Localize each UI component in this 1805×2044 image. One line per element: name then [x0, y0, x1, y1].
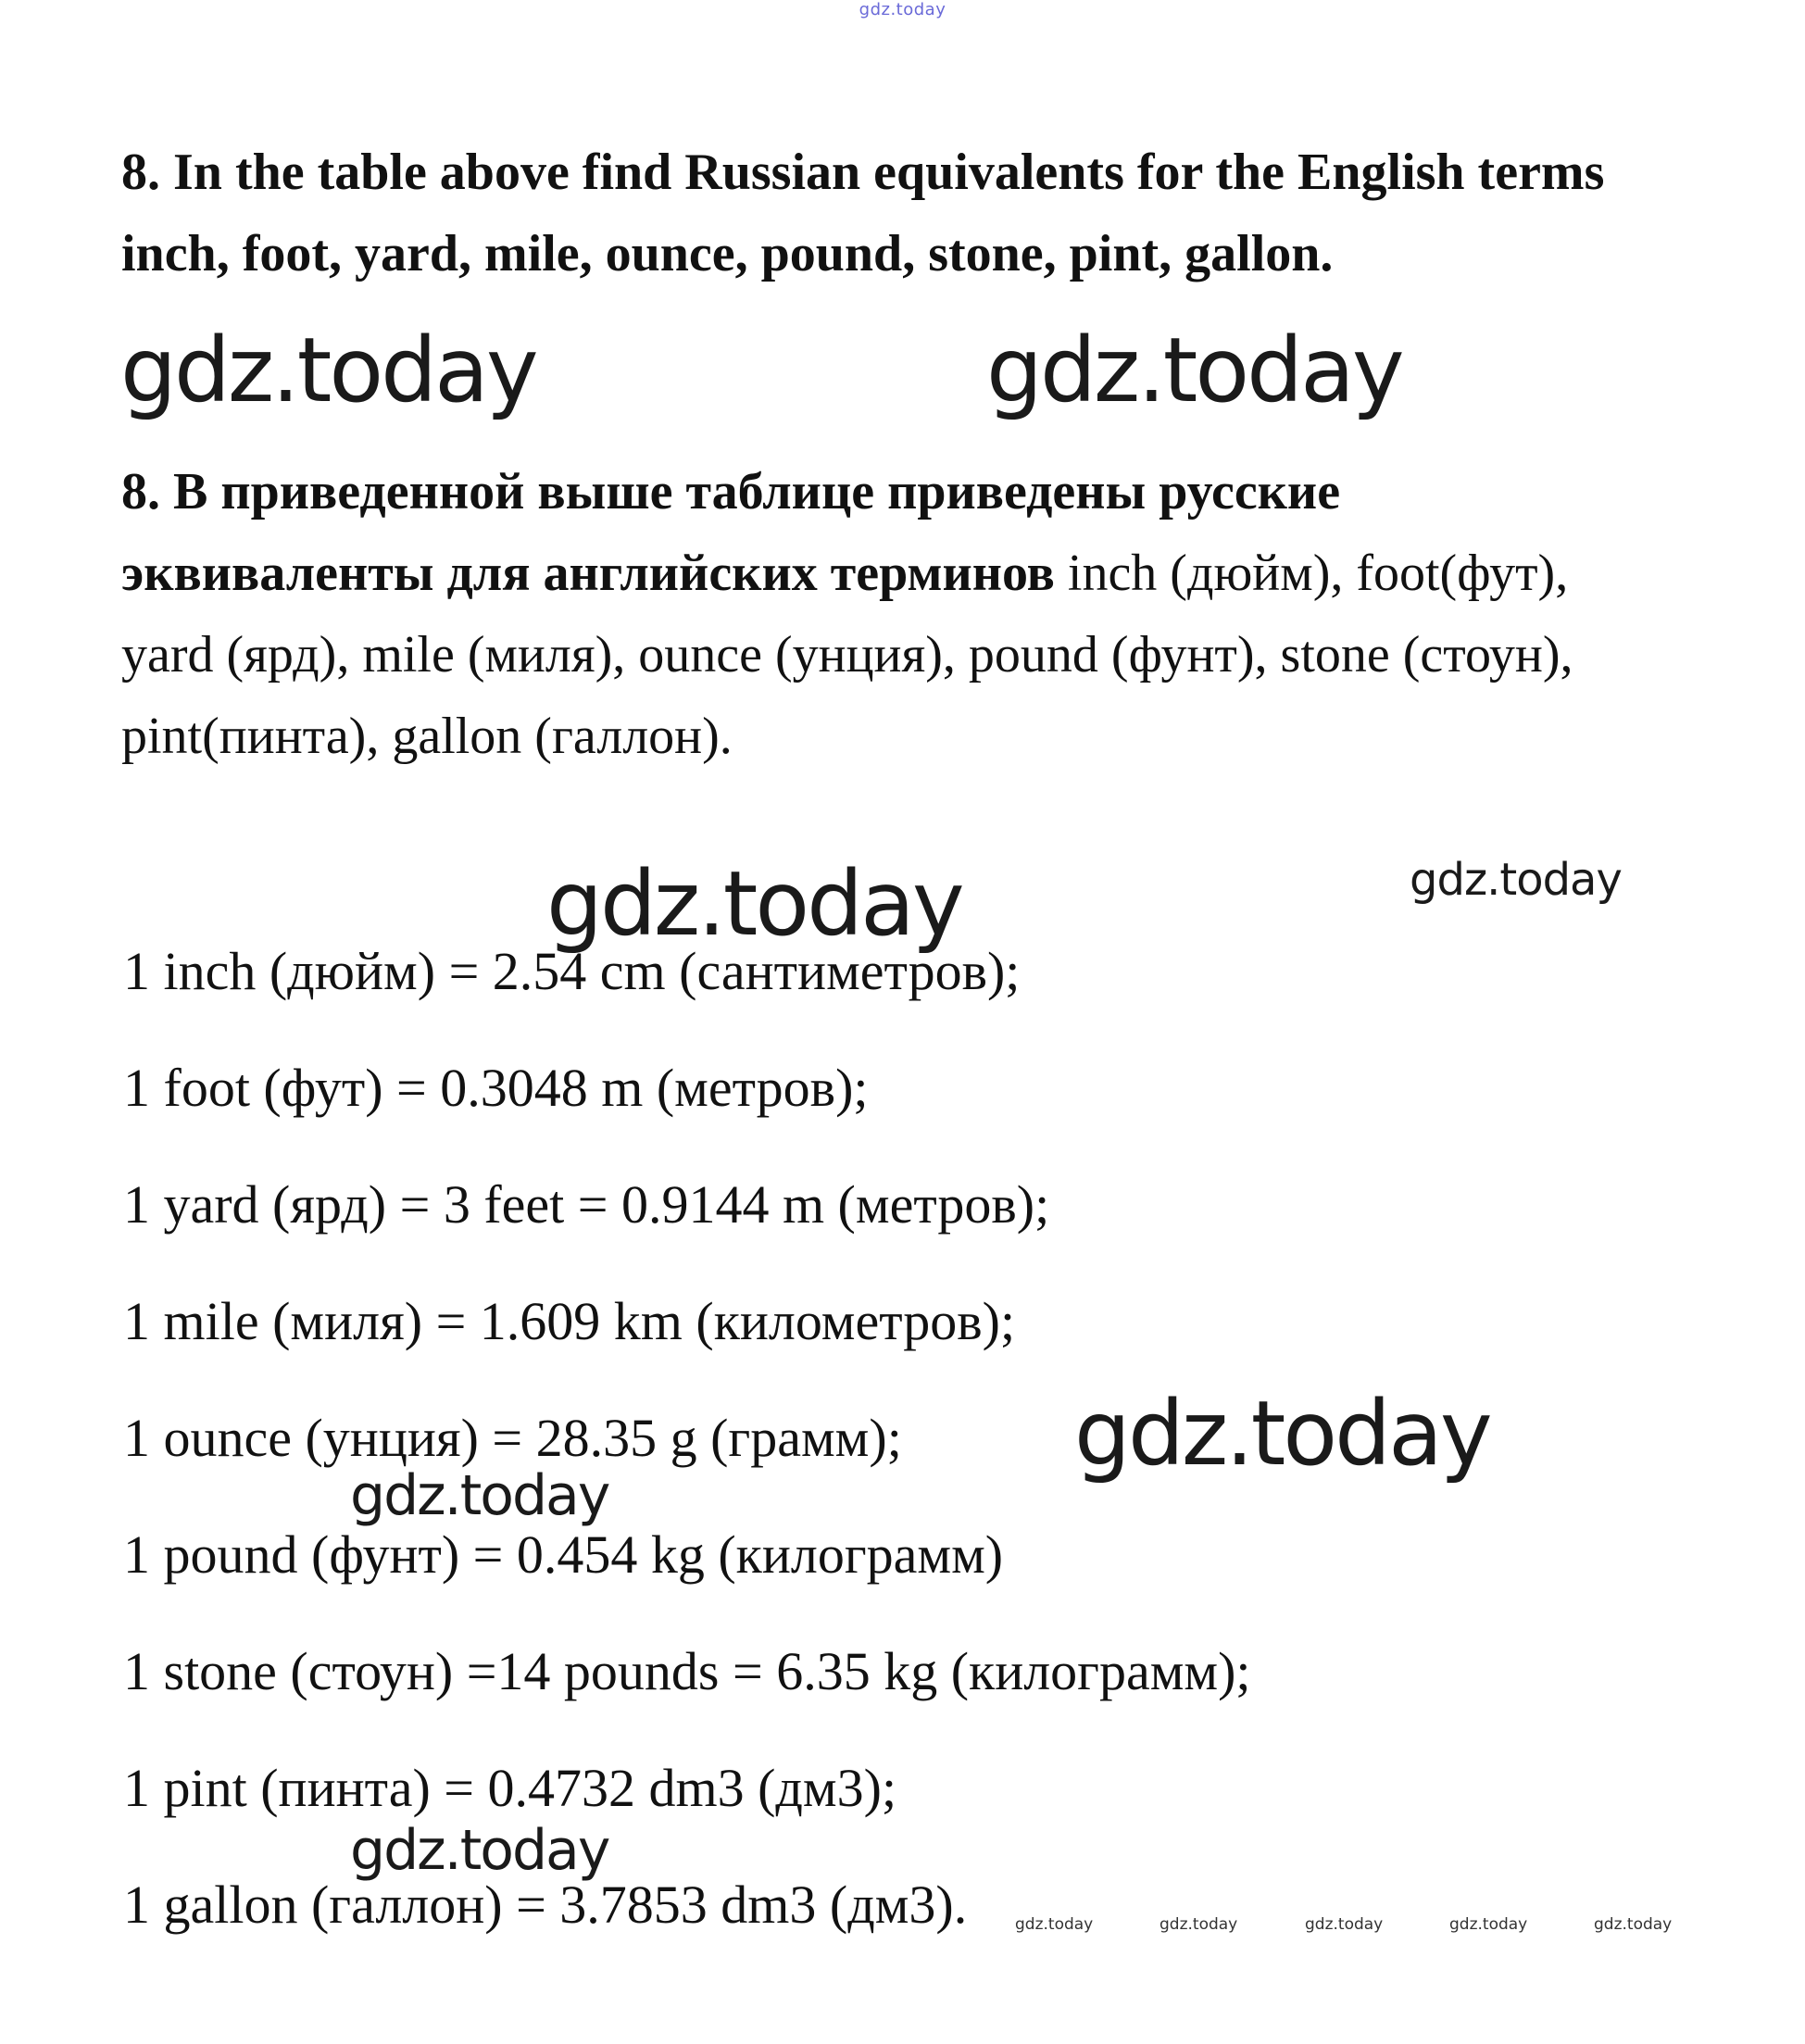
- answer-line-4: pint(пинта), gallon (галлон).: [121, 708, 733, 765]
- top-watermark: gdz.today: [859, 0, 946, 19]
- conversion-stone: 1 stone (стоун) =14 pounds = 6.35 kg (килограмм);: [123, 1641, 1251, 1701]
- watermark-large-1: gdz.today: [120, 319, 536, 422]
- conversion-mile: 1 mile (миля) = 1.609 km (километров);: [123, 1291, 1016, 1351]
- watermark-medium-3: gdz.today: [350, 1818, 609, 1883]
- watermark-small-4: gdz.today: [1449, 1915, 1528, 1934]
- watermark-small-2: gdz.today: [1159, 1915, 1238, 1934]
- watermark-small-3: gdz.today: [1305, 1915, 1384, 1934]
- answer-line-2-bold: эквиваленты для английских терминов: [121, 545, 1055, 602]
- question-line-2: inch, foot, yard, mile, ounce, pound, stone, pint, gallon.: [121, 225, 1334, 282]
- conversion-yard: 1 yard (ярд) = 3 feet = 0.9144 m (метров);: [123, 1174, 1050, 1235]
- answer-line-1: 8. В приведенной выше таблице приведены русские: [121, 463, 1341, 520]
- question-line-1: 8. In the table above find Russian equivalents for the English terms: [121, 144, 1605, 201]
- watermark-small-1: gdz.today: [1015, 1915, 1094, 1934]
- watermark-large-2: gdz.today: [986, 319, 1402, 422]
- watermark-large-4: gdz.today: [1074, 1382, 1490, 1486]
- watermark-medium-2: gdz.today: [350, 1463, 609, 1528]
- conversion-inch: 1 inch (дюйм) = 2.54 cm (сантиметров);: [123, 941, 1021, 1001]
- conversion-ounce: 1 ounce (унция) = 28.35 g (грамм);: [123, 1408, 902, 1468]
- watermark-small-5: gdz.today: [1594, 1915, 1673, 1934]
- answer-line-3: yard (ярд), mile (миля), ounce (унция), pound (фунт), stone (стоун),: [121, 626, 1573, 683]
- conversion-pint: 1 pint (пинта) = 0.4732 dm3 (дм3);: [123, 1758, 897, 1818]
- conversion-pound: 1 pound (фунт) = 0.454 kg (килограмм): [123, 1524, 1004, 1585]
- conversion-foot: 1 foot (фут) = 0.3048 m (метров);: [123, 1058, 869, 1118]
- answer-line-2-rest: inch (дюйм), foot(фут),: [1054, 545, 1569, 602]
- watermark-large-3: gdz.today: [546, 852, 962, 956]
- conversion-gallon: 1 gallon (галлон) = 3.7853 dm3 (дм3).: [123, 1875, 968, 1935]
- answer-line-2: [121, 545, 1569, 602]
- watermark-medium-1: gdz.today: [1410, 854, 1622, 906]
